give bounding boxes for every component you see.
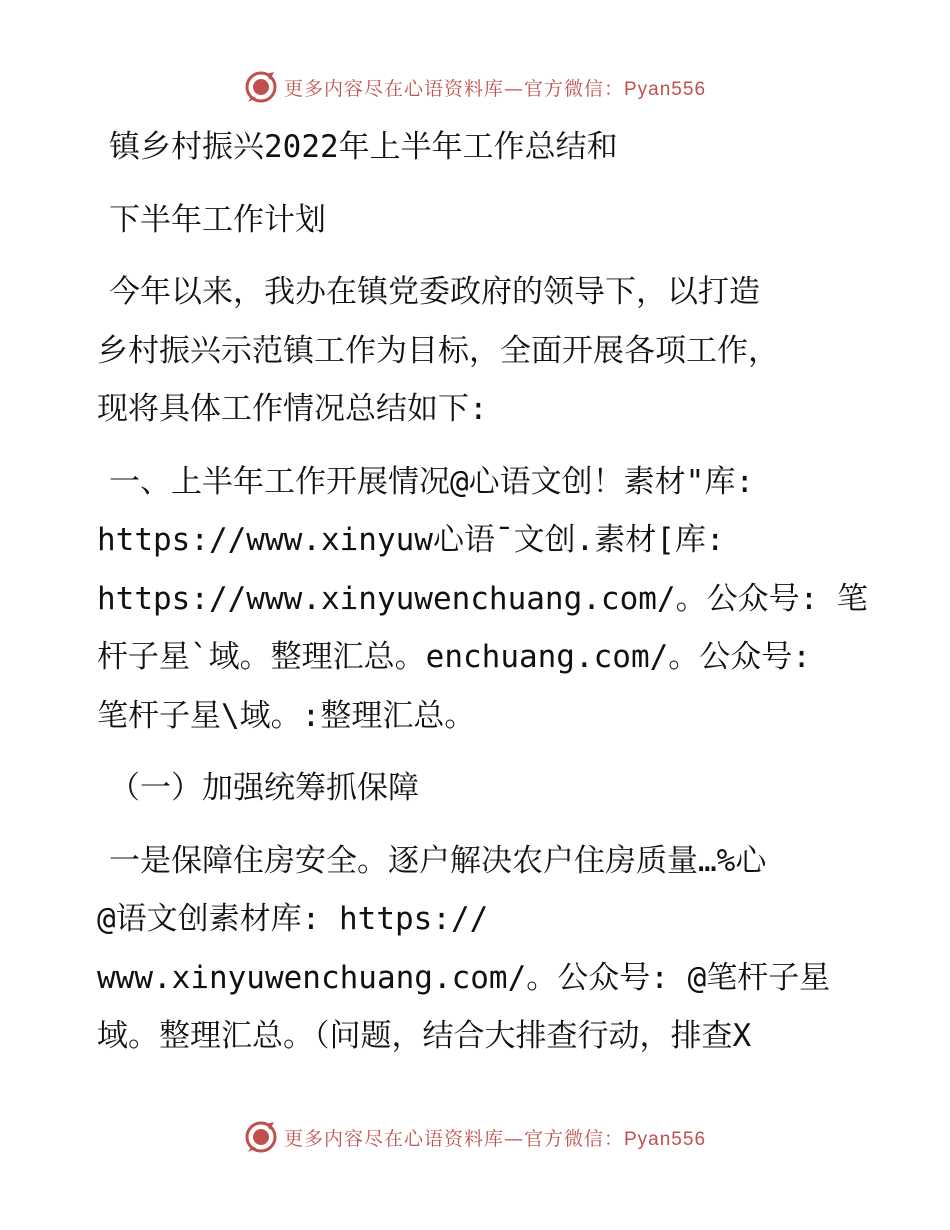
paragraph-line: @语文创素材库: https:// xyxy=(97,901,489,937)
subsection xyxy=(97,759,857,818)
paragraph-line: 一是保障住房安全。逐户解决农户住房质量…%心 xyxy=(109,842,767,879)
paragraph-line: 杆子星`域。整理汇总。enchuang.com/。公众号: xyxy=(97,639,811,675)
footer-banner xyxy=(0,1120,950,1154)
paragraph-line: https://www.xinyuwenchuang.com/。公众号: 笔 xyxy=(97,580,868,617)
header-banner xyxy=(0,70,950,104)
paragraph-line: 今年以来，我办在镇党委政府的领导下，以打造 xyxy=(109,274,760,310)
document-body xyxy=(97,118,868,1066)
wechat-id: Pyan556 xyxy=(624,1128,707,1150)
section-one xyxy=(97,453,868,746)
quill-seal-logo-icon xyxy=(244,1120,278,1154)
wechat-id: Pyan556 xyxy=(624,78,707,100)
paragraph-line: 域。整理汇总。（问题，结合大排查行动，排查X xyxy=(97,1018,752,1054)
intro-paragraph xyxy=(97,263,857,439)
paragraph-line: www.xinyuwenchuang.com/。公众号: @笔杆子星 xyxy=(97,959,831,996)
banner-text: 更多内容尽在心语资料库—官方微信：Pyan556 xyxy=(283,77,707,100)
paragraph-line: 现将具体工作情况总结如下: xyxy=(97,391,488,427)
paragraph-line: https://www.xinyuw心语¯文创.素材[库: xyxy=(97,522,725,558)
title-line: 下半年工作计划 xyxy=(109,201,326,238)
paragraph-line: 乡村振兴示范镇工作为目标，全面开展各项工作， xyxy=(97,332,779,369)
quill-seal-logo-icon xyxy=(244,70,278,104)
document-title xyxy=(97,118,857,249)
body-paragraph xyxy=(97,832,857,1066)
paragraph-line: 笔杆子星\域。:整理汇总。 xyxy=(97,697,476,734)
title-line: 镇乡村振兴2022年上半年工作总结和 xyxy=(109,129,618,165)
subsection-heading: （一）加强统筹抓保障 xyxy=(109,770,419,806)
section-heading-line: 一、上半年工作开展情况@心语文创！素材"库: xyxy=(109,463,754,500)
banner-text: 更多内容尽在心语资料库—官方微信：Pyan556 xyxy=(283,1127,707,1150)
